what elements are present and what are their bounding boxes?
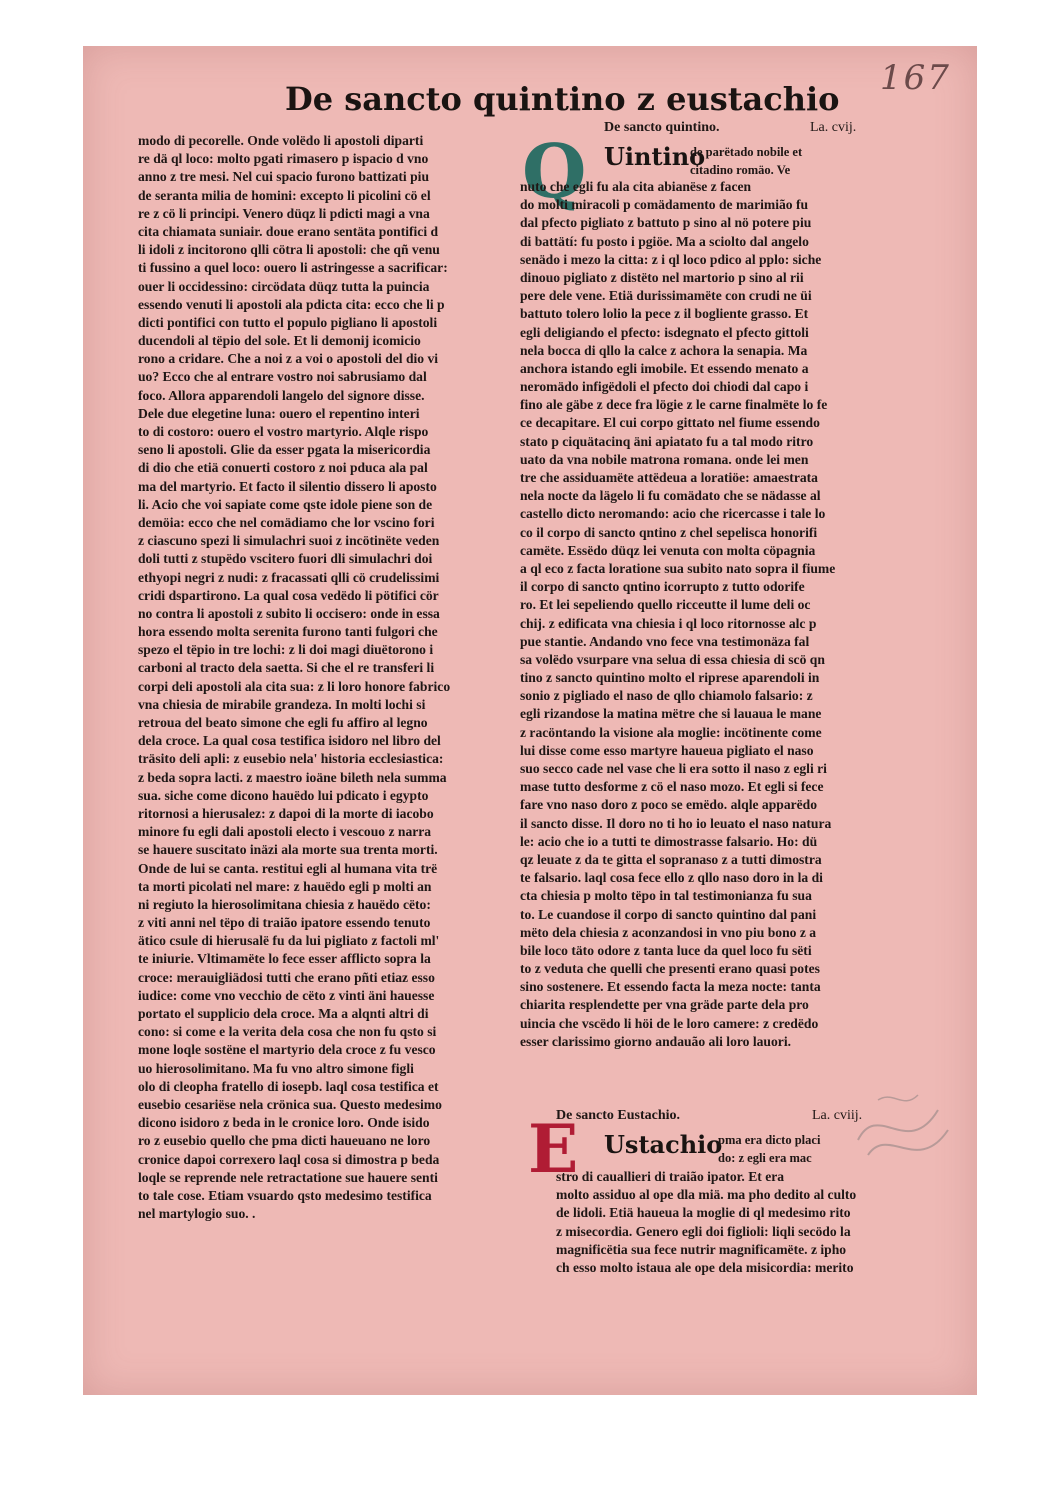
- text-line: tino z sancto quintino molto el riprese aparendoli in: [520, 670, 820, 686]
- text-line: pue stantie. Andando vno fece vna testimonäza fal: [520, 633, 810, 649]
- text-line: ch esso molto istaua ale ope dela misicordia: merito: [556, 1259, 854, 1275]
- text-line: li. Acio che voi sapiate come qste idole piene son de: [138, 496, 433, 512]
- text-line: to di costoro: ouero el vostro martyrio. Alqle rispo: [138, 424, 429, 439]
- text-line: a ql eco z facta loratione sua subito nato sopra il fiume: [520, 560, 836, 576]
- text-line: minore fu egli dali apostoli electo i vescouo z narra: [138, 824, 432, 840]
- text-line: dal pfecto pigliato z battuto p sino al nö potere piu: [520, 215, 812, 231]
- text-line: no contra li apostoli z subito li occisero: onde in essa: [138, 605, 440, 621]
- text-line: foco. Allora apparendoli langelo del signore disse.: [138, 387, 425, 403]
- text-line: ethyopi negri z nudi: z fracassati qlli cö crudelissimi: [138, 569, 440, 585]
- text-line: carboni al tracto dela saetta. Si che el re transferi li: [138, 660, 435, 676]
- text-line: stro di cauallieri di traião ipator. Et era: [556, 1169, 785, 1184]
- text-line: nel martylogio suo. .: [138, 1206, 256, 1222]
- text-line: spezo el tëpio in tre lochi: z li doi magi diuëtorono i: [138, 642, 434, 658]
- text-line: re dä ql loco: molto pgati rimasero p ispacio d vno: [138, 151, 429, 167]
- text-line: essendo venuti li apostoli ala pdicta cita: ecco che li p: [138, 296, 445, 312]
- right-column-eustachio-text: [556, 1168, 886, 1277]
- text-line: nela bocca di qllo la calce z achora la senapia. Ma: [520, 342, 808, 358]
- text-line: pere dele vene. Etiä durissimamëte con crudi ne üi: [520, 288, 812, 304]
- text-line: suo secco cade nel vase che li era sotto il naso z egli ri: [520, 761, 827, 776]
- text-line: lui disse come esso martyre haueua pigliato el naso: [520, 742, 814, 758]
- text-line: hora essendo molta serenita furono tanti fulgori che: [138, 624, 438, 640]
- text-line: uo? Ecco che al entrare vostro noi sabrusiamo dal: [138, 369, 427, 385]
- text-line: chij. z edificata vna chiesia i ql loco ritornosse alc p: [520, 615, 817, 631]
- text-line: to tale cose. Etiam vsuardo qsto medesimo testifica: [138, 1187, 432, 1203]
- text-line: portato el supplicio dela croce. Ma a alqnti altri di: [138, 1006, 429, 1021]
- text-line: uo hierosolimitano. Ma fu vno altro simone figli: [138, 1060, 414, 1076]
- text-line: mase tutto desforme z cö el naso mozo. Et egli si fece: [520, 779, 824, 795]
- text-line: retroua del beato simone che egli fu affiro al legno: [138, 715, 428, 730]
- text-line: croce: merauigliädosi tutti che erano pñti etiaz esso: [138, 969, 435, 985]
- text-line: Onde de lui se canta. restitui egli al humana vita trë: [138, 860, 438, 876]
- text-line: rono a cridare. Che a noi z a voi o apostoli del dio vi: [138, 351, 439, 367]
- text-line: z racöntando la visione ala moglie: incötinente come: [520, 724, 822, 740]
- text-line: neromädo infigëdoli el pfecto doi chiodi dal capo i: [520, 379, 809, 395]
- text-line: ro. Et lei sepeliendo quello ricceutte il lume deli oc: [520, 597, 811, 613]
- text-line: to z veduta che quelli che presenti erano quasi potes: [520, 961, 820, 977]
- text-line: ouer li occidessino: circödata düqz tutta la puincia: [138, 278, 430, 294]
- text-line: z misecordia. Genero egli doi figlioli: liqli secödo la: [556, 1223, 851, 1239]
- text-line: cronice dapoi correxero laql cosa si dimostra p beda: [138, 1151, 440, 1167]
- text-line: seno li apostoli. Glie da esser pgata la misericordia: [138, 442, 431, 458]
- decorated-initial-q: Q: [522, 129, 587, 215]
- text-line: to. Le cuandose il corpo di sancto quintino dal pani: [520, 906, 817, 922]
- text-line: il sancto disse. Il doro no ti ho io leuato el naso natura: [520, 815, 832, 831]
- text-line: corpi deli apostoli ala cita sua: z li loro honore fabrico: [138, 678, 451, 694]
- right-column-quintino-text: [520, 178, 882, 1051]
- text-line: sonio z pigliado el naso de qllo chiamolo falsario: z: [520, 688, 813, 704]
- text-line: mëto dela chiesia z aconzandosi in vno piu bono z a: [520, 924, 817, 940]
- text-line: de lidoli. Etiä haueua la moglie di ql medesimo rito: [556, 1205, 851, 1221]
- text-line: molto assiduo al ope dla miä. ma pho dedito al culto: [556, 1187, 857, 1203]
- text-line: mone loqle sostëne el martyrio dela croce z fu vesco: [138, 1042, 436, 1058]
- text-line: nuto che egli fu ala cita abianëse z facen: [520, 179, 752, 194]
- text-line: nela nocte da lägelo li fu comädato che se nädasse al: [520, 488, 821, 504]
- text-line: olo di cleopha fratello di iosepb. laql cosa testifica et: [138, 1078, 439, 1094]
- text-line: dicono isidoro z beda in le cronice loro. Onde isido: [138, 1115, 430, 1131]
- text-line: tre che assiduamëte attëdeua a loratiöe: amaestrata: [520, 470, 818, 485]
- text-line: le: acio che io a tutti te dimostrasse falsario. Ho: dü: [520, 833, 818, 849]
- text-line: Dele due elegetine luna: ouero el repentino interi: [138, 405, 420, 421]
- text-line: anno z tre mesi. Nel cui spacio furono battizati piu: [138, 169, 430, 185]
- text-line: uincia che vscëdo li höi de le loro camere: z credëdo: [520, 1015, 819, 1031]
- text-line: ma del martyrio. Et facto il silentio dissero li aposto: [138, 478, 437, 494]
- section-heading-quintino: De sancto quintino.: [604, 120, 720, 135]
- text-line: sa volëdo vsurpare vna selua di essa chiesia di scö qn: [520, 651, 825, 667]
- text-line: cridi dspartirono. La qual cosa vedëdo li pötifici cör: [138, 587, 439, 603]
- folio-number: 167: [880, 58, 951, 98]
- text-line: esser clarissimo giorno andauão ali loro lauori.: [520, 1033, 791, 1049]
- text-line: di dio che etiä conuerti costoro z noi pducа ala pal: [138, 460, 428, 476]
- text-line: de seranta milia de homini: excepto li picolini cö el: [138, 187, 431, 203]
- text-line: co il corpo di sancto qntino z chel sepelisca honorifi: [520, 524, 818, 540]
- text-line: ro z eusebio quello che pma dicti haueuano ne loro: [138, 1133, 431, 1149]
- text-line: bile loco täto odore z tanta luce da quel loco fu sëti: [520, 942, 812, 958]
- text-line: dinouo pigliato z distëto nel martorio p sino al rii: [520, 269, 804, 285]
- text-line: z viti anni nel tëpo di traião ipatore essendo tenuto: [138, 915, 431, 931]
- text-line: egli deligiando el pfecto: isdegnato el pfecto gittoli: [520, 324, 809, 340]
- text-line: sua. siche come dicono hauëdo lui pdicato i egypto: [138, 787, 429, 803]
- text-line: anchora istando egli imobile. Et essendo menato a: [520, 360, 809, 376]
- text-line: vna chiesia de mirabile grandeza. In molti lochi si: [138, 696, 426, 712]
- text-line: castello dicto neromando: acio che ricercasse i tale lo: [520, 506, 826, 522]
- text-line: ti fussino a quel loco: ouero li astringesse a sacrificar:: [138, 260, 448, 276]
- text-line: fare vno naso doro z poco se emëdo. alqle apparëdo: [520, 797, 818, 813]
- text-line: do molti miracoli p comädamento de marimião fu: [520, 197, 809, 213]
- text-line: cita chiamata suniair. doue erano sentäta pontifici d: [138, 223, 439, 239]
- text-line: uato da vna nobile matrona romana. onde lei men: [520, 451, 809, 467]
- text-line: dicti pontifici con tutto el populo pigliano li apostoli: [138, 314, 438, 330]
- right-column-top-indented: [690, 143, 890, 179]
- text-line: se hauere suscitato inäzi ala morte sua trenta morti.: [138, 842, 438, 858]
- text-line: träsito deli apli: z eusebio nela' historia ecclesiastica:: [138, 751, 444, 767]
- watermark-stamp: [848, 1080, 958, 1170]
- text-line: ce decapitare. El cui corpo gittato nel fiume essendo: [520, 415, 820, 431]
- text-line: il corpo di sancto qntino icorrupto z tutto odorife: [520, 579, 805, 595]
- text-line: do: z egli era mac: [718, 1151, 812, 1166]
- text-line: stato p ciquätacinq äni apiatato fu a tal modo ritro: [520, 433, 814, 449]
- text-line: demöia: ecco che nel comädiamo che lor vscino fori: [138, 514, 435, 530]
- text-line: fino ale gäbe z dece fra lögie z le carne finalmëte lo fe: [520, 397, 828, 413]
- text-line: li idoli z incitorono qlli cötra li apostoli: che qñ venu: [138, 242, 440, 258]
- text-line: magnificëtia sua fece nutrir magnificamëte. z ipho: [556, 1241, 847, 1257]
- incipit-word-quintino: Uintino: [604, 142, 706, 171]
- text-line: doli tutti z stupëdo vscitero fuori dli simulachri doi: [138, 551, 433, 567]
- text-line: ni regiuto la hierosolimitana chiesia z hauëdo cëto:: [138, 896, 431, 912]
- decorated-initial-e: E: [528, 1110, 579, 1188]
- text-line: senädo i mezo la citta: z i ql loco pdico al pplo: siche: [520, 251, 822, 267]
- text-line: qz leuate z da te gitta el sopranaso z a tutti dimostra: [520, 851, 822, 867]
- text-line: battuto tolero lolio la pece z il bogliente grasso. Et: [520, 306, 809, 322]
- text-line: cta chiesia p molto tëpo in tal testimonianza fu sua: [520, 888, 812, 904]
- text-line: ta morti picolati nel mare: z hauëdo egli p molti an: [138, 878, 432, 894]
- text-line: chiarita resplendette per vna gräde parte dela pro: [520, 997, 809, 1013]
- text-line: camëte. Essëdo düqz lei venuta con molta cöpagnia: [520, 542, 816, 558]
- text-line: ätico csule di hierusalë fu da lui pigliato z factoli ml': [138, 933, 440, 949]
- text-line: re z cö li principi. Venero düqz li pdicti magi a vna: [138, 205, 430, 221]
- text-line: di battätí: fu posto i pgiöe. Ma a sciolto dal angelo: [520, 233, 809, 249]
- text-line: ritornosi a hierusalez: z dapoi di la morte di iacobo: [138, 805, 434, 821]
- text-line: loqle se reprende nele retractatione sue hauere senti: [138, 1169, 438, 1185]
- text-line: citadino romäo. Ve: [690, 163, 791, 178]
- incipit-word-eustachio: Ustachio: [604, 1130, 723, 1159]
- text-line: z beda sopra lacti. z maestro ioäne bileth nela summa: [138, 769, 447, 785]
- text-line: modo di pecorelle. Onde volëdo li apostoli diparti: [138, 133, 424, 148]
- text-line: eusebio cesariëse nela crönica sua. Questo medesimo: [138, 1096, 442, 1112]
- text-line: iudice: come vno vecchio de cëto z vinti äni hauesse: [138, 987, 435, 1003]
- text-line: z ciascuno spezi li simulachri suoi z incötinëte veden: [138, 533, 440, 549]
- text-line: cono: si come e la verita dela cosa che non fu qsto si: [138, 1024, 437, 1040]
- chapter-number-cvij: La. cvij.: [810, 120, 857, 135]
- text-line: te falsario. laql cosa fece ello z qllo naso doro in la di: [520, 870, 823, 886]
- running-head: De sancto quintino z eustachio: [285, 80, 840, 118]
- text-line: te iniurie. Vltimamëte lo fece esser afflicto sopra la: [138, 951, 431, 967]
- text-line: pma era dicto placi: [718, 1133, 821, 1147]
- text-line: sino sostenere. Et essendo facta la meza nocte: tanta: [520, 979, 821, 995]
- text-line: ducendoli al tëpio del sole. Et li demonij icomicio: [138, 333, 421, 349]
- text-line: de parëtado nobile et: [690, 145, 803, 159]
- left-column: [138, 132, 490, 1223]
- text-line: egli rizandose la matina mëtre che si lauaua le mane: [520, 706, 822, 722]
- section-heading-eustachio: De sancto Eustachio.: [556, 1108, 681, 1123]
- chapter-number-cviij: La. cviij.: [812, 1108, 863, 1123]
- text-line: dela croce. La qual cosa testifica isidoro nel libro del: [138, 733, 441, 749]
